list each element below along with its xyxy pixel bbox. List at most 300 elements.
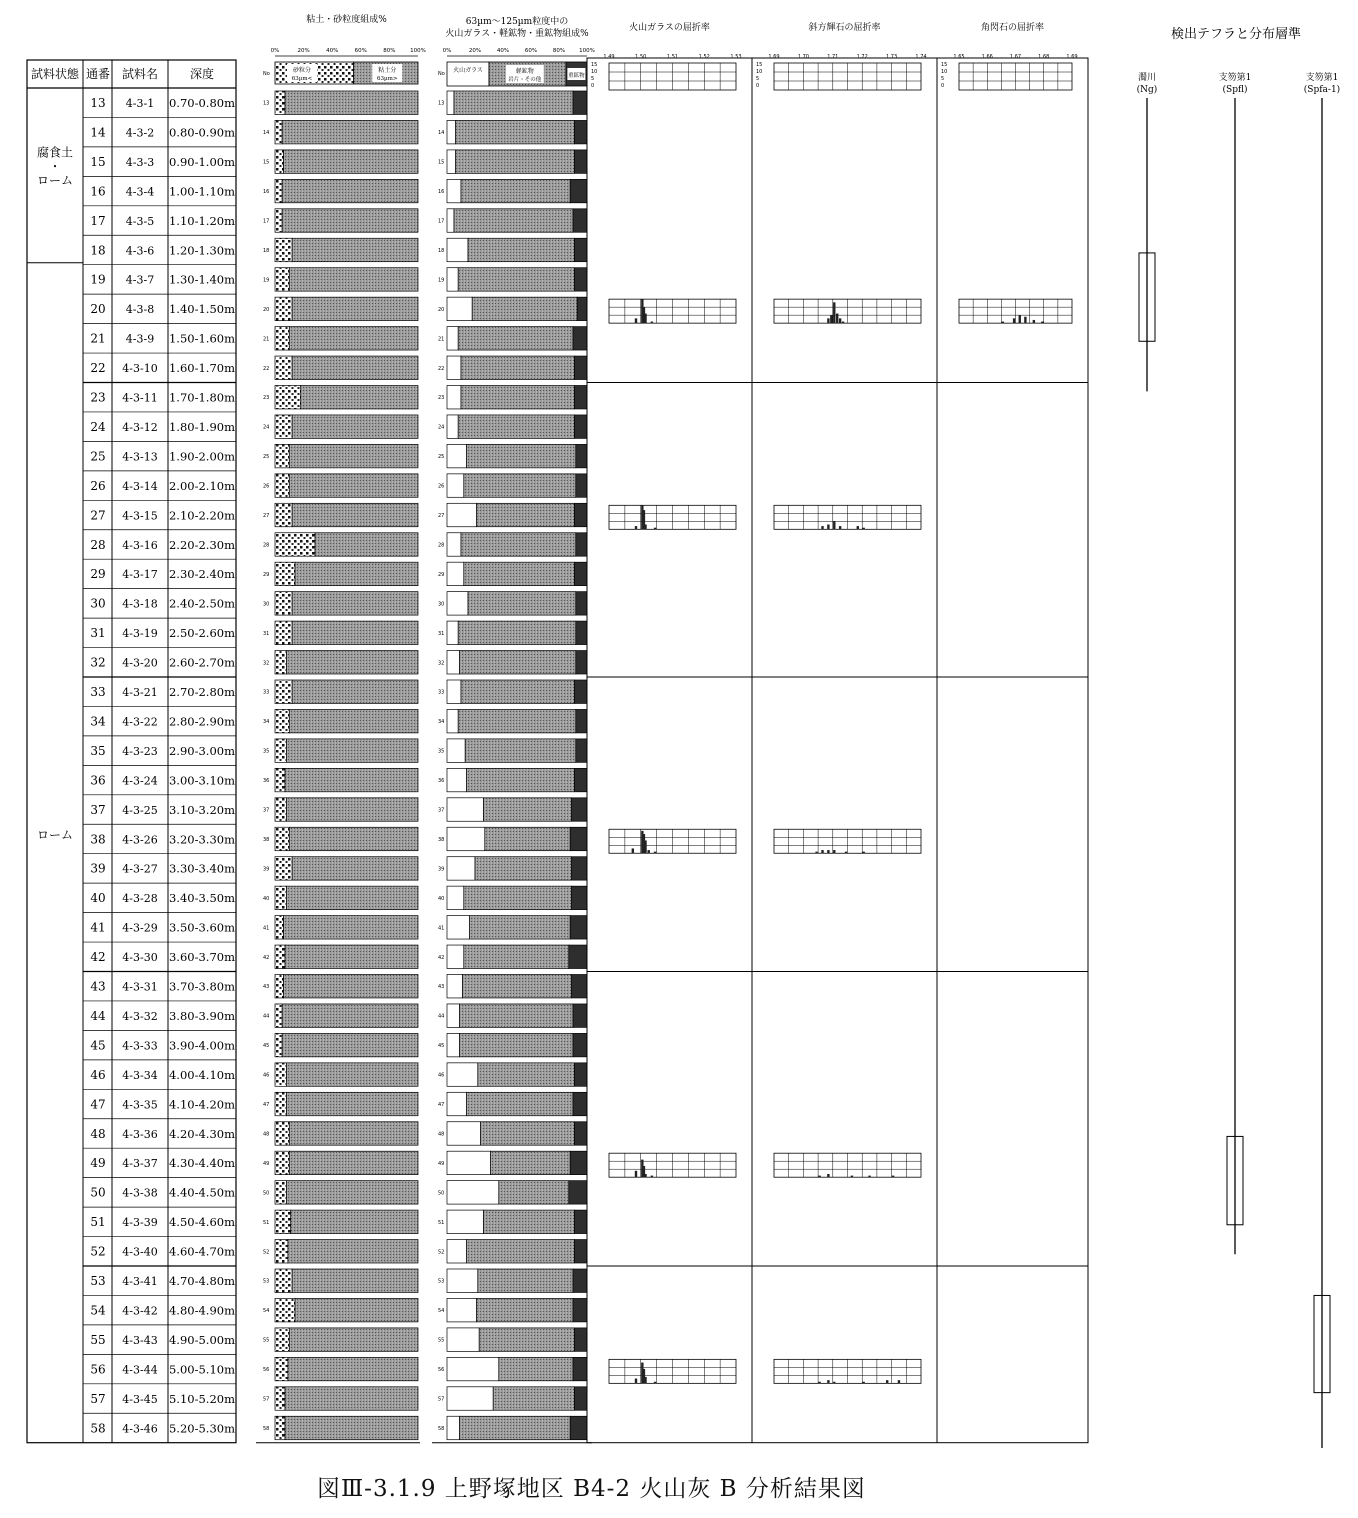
mineral-glass-bar <box>447 415 458 438</box>
mineral-light-bar <box>461 356 574 379</box>
mineral-row-no: 34 <box>438 719 445 726</box>
sample-depth: 3.80-3.90m <box>168 1008 236 1023</box>
mineral-row-no: 39 <box>438 866 445 873</box>
mineral-heavy-bar <box>572 886 587 909</box>
ri-y-tick: 0 <box>941 83 945 89</box>
mineral-light-bar <box>465 739 576 762</box>
grain-clay-bar <box>282 1004 418 1027</box>
ri-histogram-bar <box>654 528 656 530</box>
mineral-light-bar <box>467 444 576 467</box>
mineral-heavy-bar <box>576 651 587 674</box>
mineral-row-no: 18 <box>438 247 445 254</box>
sample-depth: 2.10-2.20m <box>168 508 236 523</box>
sample-depth: 1.20-1.30m <box>168 243 236 258</box>
grain-sand-bar <box>275 975 284 998</box>
sample-name: 4-3-13 <box>122 450 158 464</box>
grain-row-no: 24 <box>263 424 270 431</box>
grain-clay-bar <box>284 916 418 939</box>
sample-depth: 4.80-4.90m <box>168 1303 236 1318</box>
ri-histogram-bar <box>644 840 646 853</box>
mineral-heavy-bar <box>573 1033 587 1056</box>
mineral-glass-bar <box>447 1063 478 1086</box>
ri-y-tick: 15 <box>756 62 763 68</box>
grain-sand-bar <box>275 739 286 762</box>
mineral-light-bar <box>460 651 576 674</box>
grain-row-no: 55 <box>263 1337 270 1344</box>
sample-name: 4-3-18 <box>122 597 158 611</box>
grain-sand-bar <box>275 238 292 261</box>
grain-clay-bar <box>292 297 418 320</box>
ri-histogram-bar <box>1019 315 1021 323</box>
mineral-heavy-bar <box>574 1122 587 1145</box>
mineral-heavy-bar <box>574 150 587 173</box>
grain-sand-bar <box>275 1240 288 1263</box>
mineral-row-no: 27 <box>438 513 445 520</box>
grain-sand-bar <box>275 444 289 467</box>
tephra-horizon-panel <box>1137 26 1341 1448</box>
sample-name: 4-3-37 <box>122 1157 158 1171</box>
ri-histogram-bar <box>827 318 829 323</box>
sample-depth: 4.50-4.60m <box>168 1215 236 1230</box>
grain-sand-bar <box>275 297 292 320</box>
ri-y-tick: 5 <box>941 76 945 82</box>
sample-depth: 1.70-1.80m <box>168 390 236 405</box>
mineral-glass-bar <box>447 739 465 762</box>
tephra-name: 支笏第1 <box>1305 73 1339 83</box>
mineral-glass-bar <box>447 857 475 880</box>
tephra-name: 濁川 <box>1137 73 1157 83</box>
mineral-glass-bar <box>447 1151 490 1174</box>
mineral-glass-bar <box>447 1122 481 1145</box>
mineral-light-bar <box>464 945 569 968</box>
mineral-light-bar <box>454 91 573 114</box>
grain-sand-bar <box>275 798 286 821</box>
mineral-light-bar <box>460 1416 571 1439</box>
grain-row-no: 14 <box>263 130 270 137</box>
sample-depth: 1.30-1.40m <box>168 272 236 287</box>
sample-depth: 4.40-4.50m <box>168 1185 236 1200</box>
grain-row-no: 23 <box>263 395 270 402</box>
grain-sand-bar <box>275 1298 295 1321</box>
mineral-heavy-bar <box>570 827 587 850</box>
grain-row-no: 28 <box>263 542 270 549</box>
sample-depth: 3.40-3.50m <box>168 891 236 906</box>
mineral-row-no: 38 <box>438 836 445 843</box>
mineral-row-no: 29 <box>438 571 445 578</box>
sample-depth: 3.00-3.10m <box>168 773 236 788</box>
mineral-row-no: 53 <box>438 1278 445 1285</box>
mineral-light-bar <box>467 768 575 791</box>
grain-row-no: 52 <box>263 1249 270 1256</box>
mineral-row-no: 25 <box>438 454 445 461</box>
mineral-glass-bar <box>447 268 458 291</box>
refractive-index-panels <box>587 21 1088 1443</box>
mineral-glass-bar <box>447 827 485 850</box>
grain-clay-bar <box>292 592 418 615</box>
sample-name: 4-3-10 <box>122 362 158 376</box>
figure-caption: 図Ⅲ-3.1.9 上野塚地区 B4-2 火山灰 B 分析結果図 <box>317 1476 866 1502</box>
sample-no: 32 <box>90 655 106 670</box>
mineral-light-bar <box>478 1269 573 1292</box>
pct-tick: 40% <box>496 48 510 54</box>
sample-name: 4-3-31 <box>122 980 158 994</box>
sample-no: 51 <box>90 1215 106 1230</box>
grain-sand-bar <box>275 474 289 497</box>
mineral-glass-bar <box>447 238 468 261</box>
grain-row-no: 13 <box>263 100 270 107</box>
sample-no: 22 <box>90 361 106 376</box>
ri-y-tick: 0 <box>591 83 595 89</box>
mineral-glass-bar <box>447 945 464 968</box>
mineral-heavy-bar <box>576 444 587 467</box>
sample-name: 4-3-20 <box>122 656 158 670</box>
ri-x-tick: 1.69 <box>768 54 780 60</box>
state-label: ・ <box>48 159 62 174</box>
sample-depth: 3.20-3.30m <box>168 832 236 847</box>
sample-name: 4-3-12 <box>122 420 158 434</box>
grain-row-no: 26 <box>263 483 270 490</box>
grain-sand-bar <box>275 768 285 791</box>
ri-histogram-bar <box>654 1382 656 1384</box>
mineral-light-bar <box>461 533 576 556</box>
ri-histogram-bar <box>868 1176 870 1178</box>
grain-clay-bar <box>286 651 418 674</box>
state-label: 腐食土 <box>36 145 74 160</box>
mineral-light-bar <box>464 886 572 909</box>
mineral-glass-bar <box>447 886 464 909</box>
ri-x-tick: 1.73 <box>886 54 898 60</box>
grain-sand-bar <box>275 386 301 409</box>
mineral-light-bar <box>455 150 574 173</box>
ri-histogram-bar <box>836 314 838 324</box>
sample-no: 58 <box>90 1421 106 1436</box>
mineral-light-bar <box>475 857 572 880</box>
mineral-row-no: 20 <box>438 306 445 313</box>
mineral-row-no: 26 <box>438 483 445 490</box>
header-depth: 深度 <box>189 67 215 81</box>
grain-row-no: 15 <box>263 159 270 166</box>
grain-row-no: 47 <box>263 1102 270 1109</box>
grain-clay-bar <box>285 768 418 791</box>
ri-histogram-bar <box>644 314 646 324</box>
mineral-row-no: 32 <box>438 660 445 667</box>
mineral-row-no: 55 <box>438 1337 445 1344</box>
grain-clay-bar <box>286 798 418 821</box>
sample-depth: 1.10-1.20m <box>168 213 236 228</box>
sample-no: 47 <box>90 1097 106 1112</box>
grain-clay-bar <box>282 209 418 232</box>
sample-no: 45 <box>90 1038 106 1053</box>
sample-name: 4-3-14 <box>122 479 158 493</box>
mineral-row-no: 49 <box>438 1160 445 1167</box>
grain-clay-bar <box>289 709 418 732</box>
legend-no: No <box>263 71 270 77</box>
grain-row-no: 36 <box>263 778 270 785</box>
grain-sand-bar <box>275 1387 285 1410</box>
grain-row-no: 46 <box>263 1072 270 1079</box>
grain-sand-bar <box>275 1269 292 1292</box>
mineral-light-bar <box>464 474 576 497</box>
ri-x-tick: 1.70 <box>797 54 809 60</box>
mineral-heavy-bar <box>576 621 587 644</box>
mineral-glass-bar <box>447 1269 478 1292</box>
grain-sand-bar <box>275 1181 286 1204</box>
grain-clay-bar <box>289 1151 418 1174</box>
sample-depth: 1.80-1.90m <box>168 419 236 434</box>
mineral-heavy-bar <box>573 327 587 350</box>
grain-clay-bar <box>295 562 418 585</box>
mineral-heavy-bar <box>574 1387 587 1410</box>
header-state: 試料状態 <box>30 67 80 81</box>
ri-histogram-bar <box>815 852 817 854</box>
grain-row-no: 43 <box>263 984 270 991</box>
sample-no: 46 <box>90 1067 106 1082</box>
mineral-glass-bar <box>447 562 464 585</box>
sample-depth: 2.90-3.00m <box>168 743 236 758</box>
mineral-heavy-bar <box>570 1416 587 1439</box>
sample-no: 26 <box>90 478 106 493</box>
mineral-light-bar <box>468 592 576 615</box>
sample-name: 4-3-46 <box>122 1422 158 1436</box>
grain-sand-bar <box>275 592 292 615</box>
mineral-light-bar <box>468 238 574 261</box>
sample-no: 41 <box>90 920 106 935</box>
ri-y-tick: 0 <box>756 83 760 89</box>
mineral-glass-bar <box>447 592 468 615</box>
grain-sand-bar <box>275 680 292 703</box>
grain-sand-bar <box>275 1357 288 1380</box>
sample-no: 28 <box>90 537 106 552</box>
mineral-row-no: 56 <box>438 1367 445 1374</box>
ri-x-tick: 1.71 <box>827 54 839 60</box>
grain-clay-bar <box>292 238 418 261</box>
sample-name: 4-3-4 <box>125 185 155 199</box>
mineral-row-no: 57 <box>438 1396 445 1403</box>
grain-sand-bar <box>275 1033 282 1056</box>
grain-row-no: 35 <box>263 748 270 755</box>
header-name: 試料名 <box>121 67 159 81</box>
grain-sand-bar <box>275 209 282 232</box>
sample-no: 18 <box>90 243 106 258</box>
legend-glass-label: 火山ガラス <box>453 67 483 74</box>
mineral-heavy-bar <box>574 503 587 526</box>
sample-depth: 1.00-1.10m <box>168 184 236 199</box>
grain-clay-bar <box>286 739 418 762</box>
grain-sand-bar <box>275 1122 289 1145</box>
mineral-heavy-bar <box>574 768 587 791</box>
grain-clay-bar <box>289 268 418 291</box>
sample-no: 44 <box>90 1008 106 1023</box>
mineral-heavy-bar <box>573 1269 587 1292</box>
grain-clay-bar <box>289 474 418 497</box>
sample-no: 16 <box>90 184 106 199</box>
grain-row-no: 50 <box>263 1190 270 1197</box>
grain-sand-bar <box>275 150 284 173</box>
grain-clay-bar <box>292 356 418 379</box>
grain-clay-bar <box>288 1240 418 1263</box>
mineral-row-no: 58 <box>438 1425 445 1432</box>
mineral-light-bar <box>499 1181 569 1204</box>
mineral-light-bar <box>458 268 574 291</box>
mineral-heavy-bar <box>574 238 587 261</box>
mineral-glass-bar <box>447 444 467 467</box>
sample-name: 4-3-8 <box>125 303 155 317</box>
grain-row-no: 54 <box>263 1308 270 1315</box>
grain-sand-bar <box>275 268 289 291</box>
grain-sand-bar <box>275 621 292 644</box>
sample-no: 30 <box>90 596 106 611</box>
grain-row-no: 22 <box>263 365 270 372</box>
ri-histogram-bar <box>833 302 835 323</box>
pct-tick: 0% <box>270 48 280 54</box>
sample-depth: 2.40-2.50m <box>168 596 236 611</box>
sample-no: 39 <box>90 861 106 876</box>
mineral-light-bar <box>472 297 577 320</box>
mineral-heavy-bar <box>574 415 587 438</box>
legend-clay-label: 粘土分 <box>378 67 397 74</box>
sample-name: 4-3-1 <box>125 97 155 110</box>
ri-y-tick: 15 <box>591 62 598 68</box>
ri-histogram-bar <box>635 1171 637 1177</box>
mineral-heavy-bar <box>570 179 587 202</box>
grain-row-no: 31 <box>263 630 270 637</box>
grain-row-no: 37 <box>263 807 270 814</box>
mineral-glass-bar <box>447 386 461 409</box>
grain-row-no: 18 <box>263 247 270 254</box>
mineral-glass-bar <box>447 1357 499 1380</box>
grain-clay-bar <box>289 1328 418 1351</box>
mineral-row-no: 19 <box>438 277 445 284</box>
ri-histogram-bar <box>851 1176 853 1178</box>
mineral-heavy-bar <box>569 945 587 968</box>
state-label: ローム <box>36 827 74 842</box>
ri-histogram-bar <box>1002 322 1004 324</box>
tephra-code: (Ng) <box>1136 85 1158 95</box>
mineral-heavy-bar <box>573 1004 587 1027</box>
sample-no: 25 <box>90 449 106 464</box>
grain-row-no: 44 <box>263 1013 270 1020</box>
sample-no: 17 <box>90 213 106 228</box>
sample-name: 4-3-21 <box>122 686 158 699</box>
sample-name: 4-3-19 <box>122 627 158 641</box>
mineral-light-bar <box>467 1092 573 1115</box>
grain-sand-bar <box>275 916 284 939</box>
grain-sand-bar <box>275 1416 285 1439</box>
legend-no: No <box>438 71 445 77</box>
ri-histogram-bar <box>862 852 864 854</box>
ri-histogram-bar <box>827 525 829 530</box>
mineral-light-bar <box>458 709 576 732</box>
grain-sand-bar <box>275 562 295 585</box>
ri-x-tick: 1.65 <box>953 54 965 60</box>
mineral-row-no: 30 <box>438 601 445 608</box>
sample-no: 19 <box>90 272 106 287</box>
sample-depth: 4.60-4.70m <box>168 1244 236 1259</box>
sample-depth: 2.00-2.10m <box>168 478 236 493</box>
pct-tick: 100% <box>410 48 426 54</box>
ri-x-tick: 1.69 <box>1066 54 1078 60</box>
grain-row-no: 25 <box>263 454 270 461</box>
ri-x-tick: 1.74 <box>915 54 927 60</box>
sample-depth: 1.90-2.00m <box>168 449 236 464</box>
mineral-glass-bar <box>447 356 461 379</box>
ri-title: 角閃石の屈折率 <box>980 23 1045 33</box>
mineral-heavy-bar <box>577 297 587 320</box>
mineral-glass-bar <box>447 179 461 202</box>
ri-histogram-bar <box>833 850 835 853</box>
sample-name: 4-3-36 <box>122 1127 158 1141</box>
mineral-row-no: 51 <box>438 1219 445 1226</box>
mineral-light-bar <box>483 798 571 821</box>
grain-clay-bar <box>286 886 418 909</box>
mineral-heavy-bar <box>573 1092 587 1115</box>
mineral-row-no: 52 <box>438 1249 445 1256</box>
grain-clay-bar <box>289 327 418 350</box>
ri-histogram-bar <box>635 526 637 529</box>
sample-depth: 3.70-3.80m <box>168 979 236 994</box>
sample-name: 4-3-24 <box>122 774 158 788</box>
grain-sand-bar <box>275 1063 286 1086</box>
ri-histogram-bar <box>1041 322 1043 324</box>
sample-name: 4-3-16 <box>122 538 158 552</box>
ri-histogram-bar <box>654 852 656 854</box>
grain-row-no: 38 <box>263 836 270 843</box>
ri-x-tick: 1.50 <box>635 54 647 60</box>
mineral-light-bar <box>476 503 574 526</box>
mineral-row-no: 15 <box>438 159 445 166</box>
grain-clay-bar <box>301 386 418 409</box>
ri-histogram-bar <box>1024 317 1026 323</box>
grain-row-no: 39 <box>263 866 270 873</box>
ri-histogram-bar <box>886 1380 888 1383</box>
legend-glass-swatch <box>447 62 489 86</box>
grain-clay-bar <box>285 1387 418 1410</box>
ri-histogram-bar <box>827 1174 829 1177</box>
sample-no: 57 <box>90 1391 106 1406</box>
sample-no: 37 <box>90 802 106 817</box>
grain-clay-bar <box>282 179 418 202</box>
mineral-light-bar <box>455 120 574 143</box>
mineral-glass-bar <box>447 651 460 674</box>
mineral-glass-bar <box>447 1004 460 1027</box>
ri-x-tick: 1.53 <box>730 54 742 60</box>
sample-name: 4-3-45 <box>122 1392 158 1406</box>
mineral-glass-bar <box>447 533 461 556</box>
sample-name: 4-3-7 <box>125 273 155 287</box>
mineral-glass-bar <box>447 1240 467 1263</box>
grain-row-no: 49 <box>263 1160 270 1167</box>
sample-name: 4-3-29 <box>122 921 158 935</box>
mineral-light-bar <box>469 916 570 939</box>
sample-name: 4-3-35 <box>122 1098 158 1112</box>
sample-name: 4-3-28 <box>122 892 158 906</box>
ri-histogram-bar <box>830 315 832 323</box>
sample-depth: 3.90-4.00m <box>168 1038 236 1053</box>
grain-clay-bar <box>292 1269 418 1292</box>
sample-name: 4-3-40 <box>122 1245 158 1259</box>
ri-histogram-bar <box>833 521 835 529</box>
grain-clay-bar <box>282 120 418 143</box>
grain-sand-bar <box>275 120 282 143</box>
pct-tick: 80% <box>552 48 566 54</box>
ri-histogram-bar <box>821 850 823 853</box>
sample-name: 4-3-15 <box>122 509 158 523</box>
sample-name: 4-3-34 <box>122 1068 158 1082</box>
grain-row-no: 40 <box>263 895 270 902</box>
mineral-row-no: 37 <box>438 807 445 814</box>
mineral-light-bar <box>464 562 575 585</box>
ri-histogram-bar <box>1013 318 1015 323</box>
